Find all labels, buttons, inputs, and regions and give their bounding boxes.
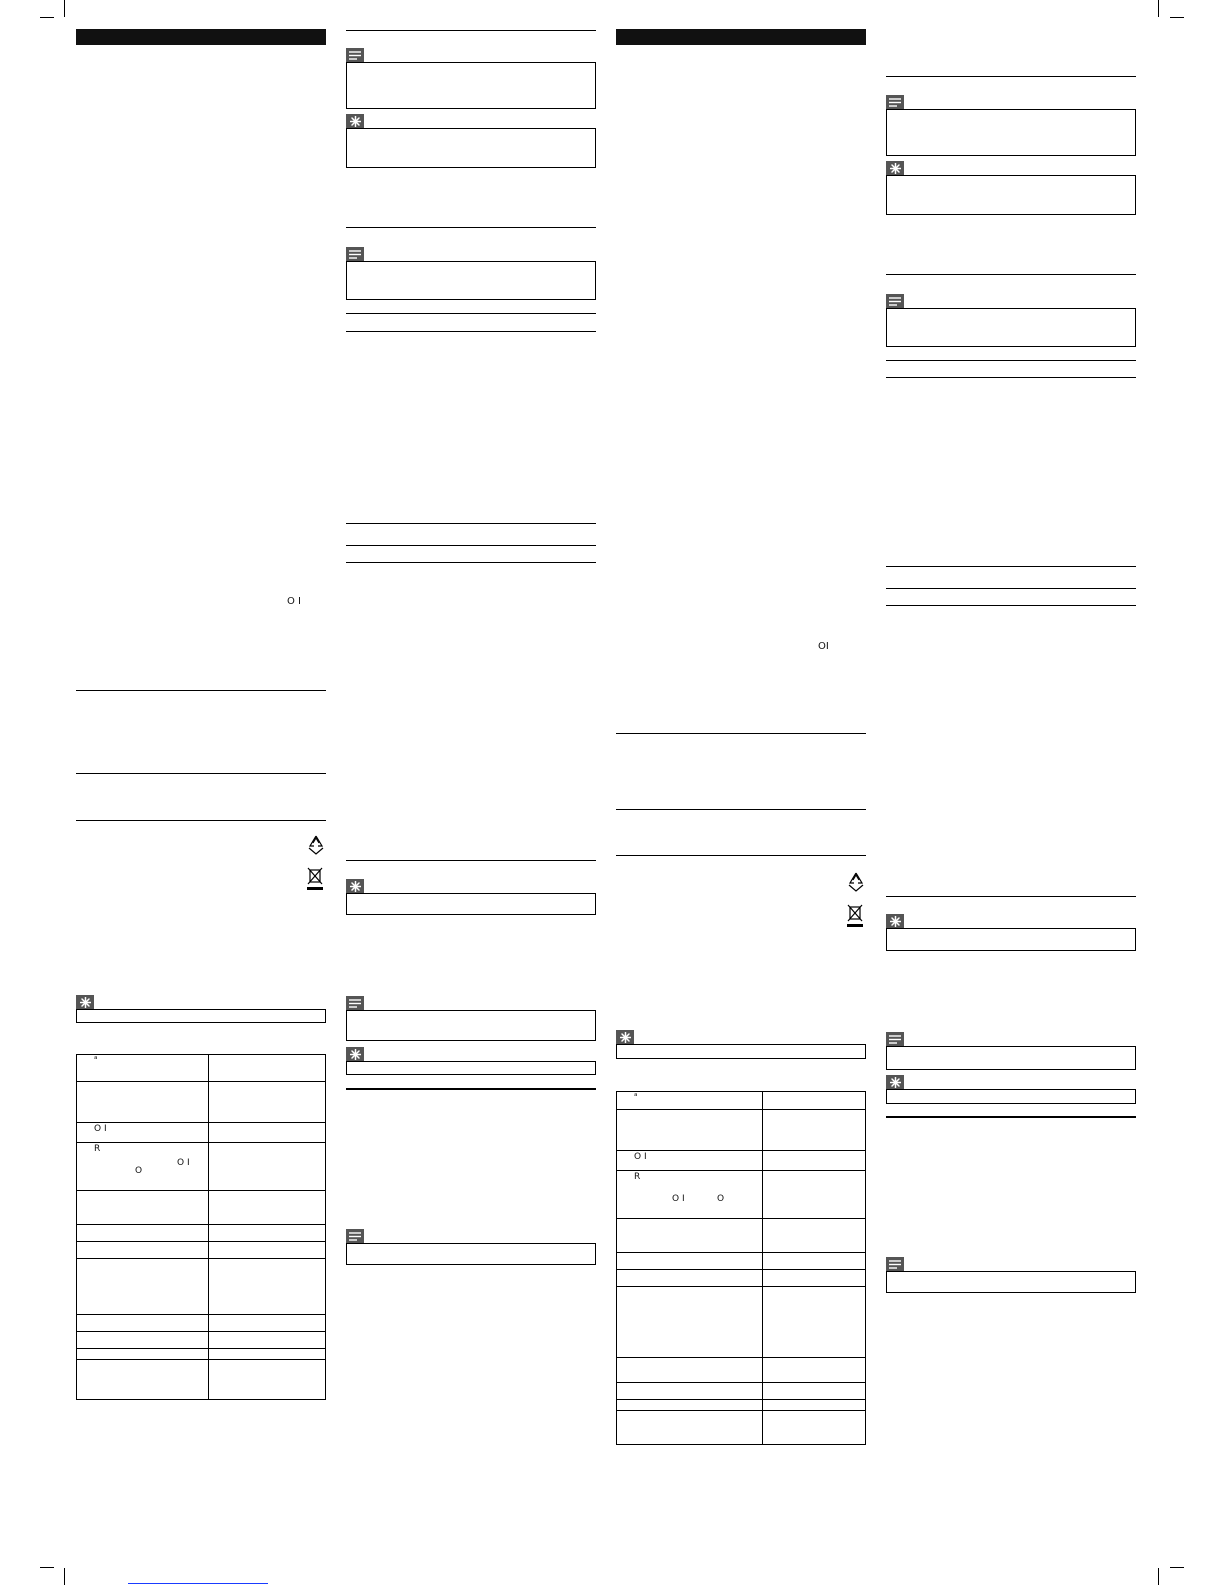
specification-table bbox=[76, 1054, 326, 1400]
section-rule bbox=[76, 690, 326, 691]
recycle-icon bbox=[305, 834, 327, 861]
section-rule bbox=[346, 227, 596, 228]
note-callout-box bbox=[346, 1010, 596, 1041]
section-title-bar bbox=[616, 29, 866, 45]
section-rule bbox=[886, 896, 1136, 897]
crop-mark bbox=[1158, 0, 1159, 17]
note-icon bbox=[886, 95, 904, 109]
section-rule bbox=[886, 377, 1136, 378]
note-callout-box bbox=[346, 261, 596, 300]
tip-callout-box bbox=[886, 928, 1136, 951]
crop-mark bbox=[40, 17, 54, 18]
section-rule bbox=[346, 545, 596, 546]
power-switch-symbol: O I bbox=[634, 1152, 647, 1162]
power-switch-symbol: O I bbox=[94, 1124, 107, 1134]
tip-callout-box bbox=[616, 1044, 866, 1059]
tip-icon bbox=[346, 1047, 364, 1061]
note-callout-box bbox=[346, 62, 596, 109]
tip-icon bbox=[886, 1075, 904, 1089]
crop-mark bbox=[1170, 1567, 1184, 1568]
power-switch-symbol: O I bbox=[672, 1194, 685, 1204]
power-switch-symbol: O I bbox=[177, 1158, 190, 1168]
crop-mark bbox=[40, 1567, 54, 1568]
note-callout-box bbox=[886, 308, 1136, 347]
note-icon bbox=[886, 294, 904, 308]
tip-icon bbox=[346, 114, 364, 128]
note-icon bbox=[346, 1229, 364, 1243]
section-rule bbox=[346, 313, 596, 314]
section-rule bbox=[886, 360, 1136, 361]
section-rule bbox=[616, 733, 866, 734]
tip-callout-box bbox=[346, 893, 596, 915]
crop-mark bbox=[64, 0, 65, 17]
section-rule bbox=[346, 1088, 596, 1090]
section-title-bar bbox=[76, 29, 326, 45]
tip-callout-box bbox=[886, 175, 1136, 215]
tip-callout-box bbox=[346, 1061, 596, 1075]
note-callout-box bbox=[346, 1243, 596, 1265]
note-icon bbox=[346, 247, 364, 261]
section-rule bbox=[886, 566, 1136, 567]
tip-icon bbox=[886, 161, 904, 175]
note-icon bbox=[886, 1032, 904, 1046]
section-rule bbox=[886, 1116, 1136, 1118]
section-rule bbox=[76, 773, 326, 774]
crop-mark bbox=[1158, 1568, 1159, 1585]
note-callout-box bbox=[886, 1271, 1136, 1293]
power-switch-symbol: OI bbox=[818, 641, 829, 652]
tip-icon bbox=[616, 1030, 634, 1044]
note-icon bbox=[346, 48, 364, 62]
plug-symbol: ᵃ bbox=[634, 1092, 638, 1102]
section-rule bbox=[616, 809, 866, 810]
section-rule bbox=[886, 76, 1136, 77]
section-rule bbox=[886, 605, 1136, 606]
plug-symbol: ᵃ bbox=[94, 1055, 98, 1065]
switch-off-symbol: O bbox=[135, 1166, 143, 1176]
switch-off-symbol: O bbox=[717, 1194, 725, 1204]
reset-symbol: R bbox=[634, 1172, 641, 1182]
crossed-bin-icon bbox=[846, 903, 864, 934]
section-rule bbox=[346, 562, 596, 563]
recycle-icon bbox=[845, 871, 867, 898]
section-rule bbox=[346, 331, 596, 332]
section-rule bbox=[76, 820, 326, 821]
crop-mark bbox=[64, 1568, 65, 1585]
section-rule bbox=[886, 274, 1136, 275]
tip-icon bbox=[76, 995, 94, 1009]
tip-icon bbox=[346, 879, 364, 893]
note-callout-box bbox=[886, 109, 1136, 156]
section-rule bbox=[346, 30, 596, 31]
hyperlink-underline[interactable] bbox=[128, 1583, 268, 1584]
note-icon bbox=[886, 1257, 904, 1271]
tip-callout-box bbox=[886, 1089, 1136, 1104]
section-rule bbox=[346, 523, 596, 524]
power-switch-symbol: O I bbox=[287, 596, 301, 607]
crossed-bin-icon bbox=[306, 866, 324, 897]
note-callout-box bbox=[886, 1046, 1136, 1070]
section-rule bbox=[346, 860, 596, 861]
section-rule bbox=[886, 588, 1136, 589]
crop-mark bbox=[1170, 17, 1184, 18]
tip-icon bbox=[886, 914, 904, 928]
specification-table bbox=[616, 1091, 866, 1445]
reset-symbol: R bbox=[94, 1144, 101, 1154]
tip-callout-box bbox=[346, 128, 596, 168]
note-icon bbox=[346, 996, 364, 1010]
tip-callout-box bbox=[76, 1009, 326, 1023]
section-rule bbox=[616, 855, 866, 856]
